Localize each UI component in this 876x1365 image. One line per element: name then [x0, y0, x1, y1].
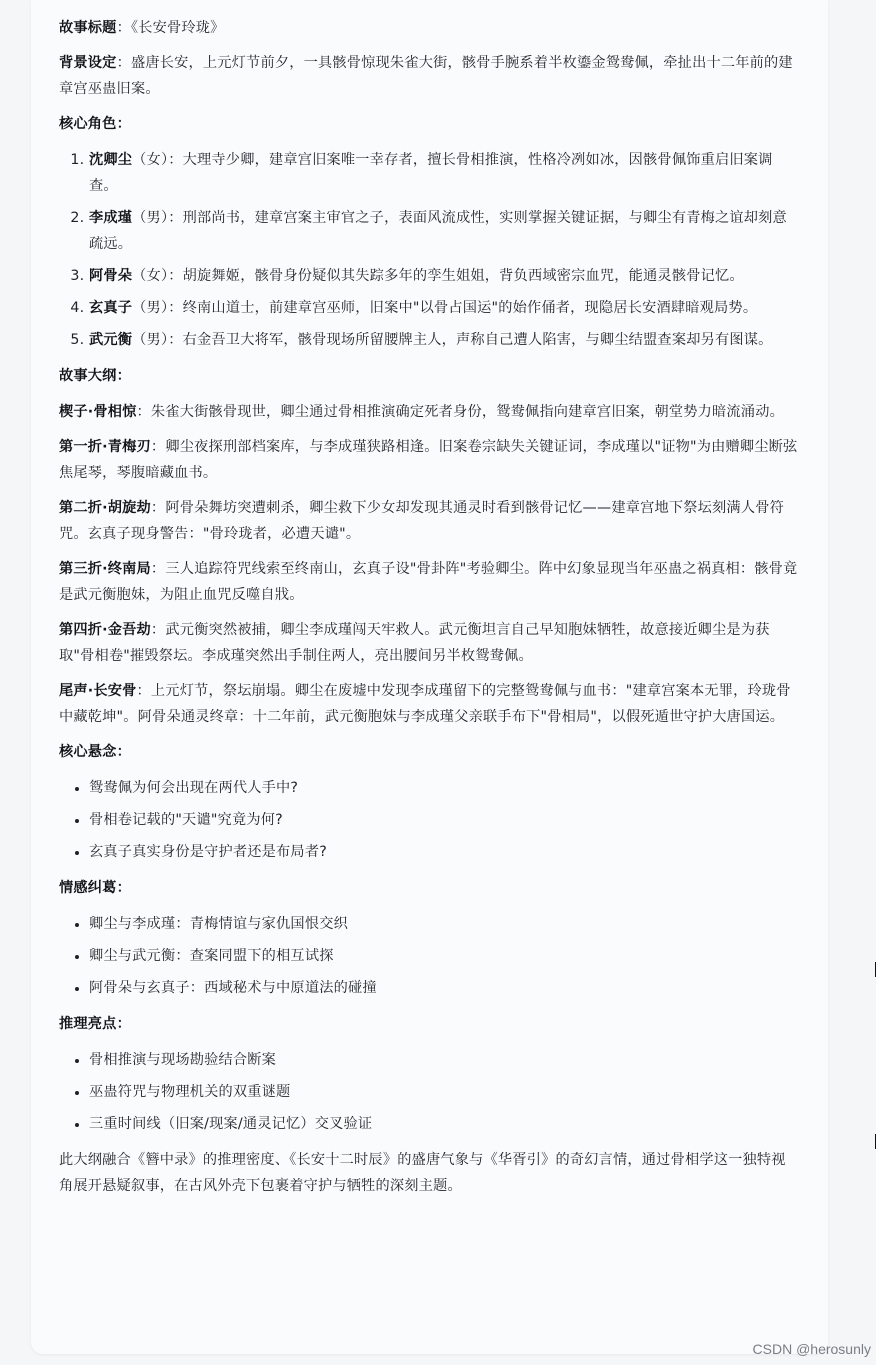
outline-label: 第三折·终南局	[59, 561, 151, 577]
list-item: • 卿尘与武元衡：查案同盟下的相互试探	[89, 943, 799, 969]
list-item: • 骨相卷记载的"天谴"究竟为何?	[89, 807, 799, 833]
background-label: 背景设定	[59, 55, 117, 71]
list-item: 2. 李成瑾（男）：刑部尚书，建章宫案主审官之子，表面风流成性，实则掌握关键证据，与卿尘有青梅之谊却刻意疏远。	[89, 205, 799, 257]
list-item: • 卿尘与李成瑾：青梅情谊与家仇国恨交织	[89, 911, 799, 937]
outline-paragraph: 尾声·长安骨：上元灯节，祭坛崩塌。卿尘在废墟中发现李成瑾留下的完整鸳鸯佩与血书："建章宫案本无罪，玲珑骨中藏乾坤"。阿骨朵通灵终章：十二年前，武元衡胞妹与李成瑾父亲联手布下"骨相局"，以假死遁世守护大唐国运。	[59, 683, 791, 725]
watermark-text: CSDN @herosunly	[752, 1341, 871, 1357]
list-item: • 鸳鸯佩为何会出现在两代人手中?	[89, 775, 799, 801]
story-title-text: 《长安骨玲珑》	[130, 20, 225, 36]
outline-heading: 故事大纲：	[59, 368, 131, 384]
highlights-heading: 推理亮点：	[59, 1016, 131, 1032]
background-text: 盛唐长安，上元灯节前夕，一具骸骨惊现朱雀大街，骸骨手腕系着半枚鎏金鸳鸯佩，牵扯出十二年前的建章宫巫蛊旧案。	[59, 55, 793, 97]
list-item: 3. 阿骨朵（女）：胡旋舞姬，骸骨身份疑似其失踪多年的孪生姐姐，背负西域密宗血咒，能通灵骸骨记忆。	[89, 263, 799, 289]
list-item: • 巫蛊符咒与物理机关的双重谜题	[89, 1079, 799, 1105]
list-item: • 阿骨朵与玄真子：西域秘术与中原道法的碰撞	[89, 975, 799, 1001]
emotion-list	[59, 911, 799, 1001]
outline-label: 楔子·骨相惊	[59, 404, 137, 420]
list-item: • 玄真子真实身份是守护者还是布局者?	[89, 839, 799, 865]
list-item: • 骨相推演与现场勘验结合断案	[89, 1047, 799, 1073]
outline-paragraph: 第四折·金吾劫：武元衡突然被捕，卿尘李成瑾闯天牢救人。武元衡坦言自己早知胞妹牺牲，故意接近卿尘是为获取"骨相卷"摧毁祭坛。李成瑾突然出手制住两人，亮出腰间另半枚鸳鸯佩。	[59, 622, 770, 664]
emotion-heading: 情感纠葛：	[59, 880, 131, 896]
suspense-list	[59, 775, 799, 865]
character-name: 李成瑾	[89, 210, 133, 226]
list-item: 5. 武元衡（男）：右金吾卫大将军，骸骨现场所留腰牌主人，声称自己遭人陷害，与卿尘结盟查案却另有图谋。	[89, 327, 799, 353]
answer-card	[31, 0, 828, 1354]
outline-label: 第四折·金吾劫	[59, 622, 151, 638]
outline-label: 第二折·胡旋劫	[59, 500, 151, 516]
outline-label: 尾声·长安骨	[59, 683, 137, 699]
list-item: 4. 玄真子（男）：终南山道士，前建章宫巫师，旧案中"以骨占国运"的始作俑者，现隐居长安酒肆暗观局势。	[89, 295, 799, 321]
character-name: 阿骨朵	[89, 268, 133, 284]
outline-paragraph: 楔子·骨相惊：朱雀大街骸骨现世，卿尘通过骨相推演确定死者身份，鸳鸯佩指向建章宫旧案，朝堂势力暗流涌动。	[59, 404, 784, 420]
summary-paragraph: 此大纲融合《簪中录》的推理密度、《长安十二时辰》的盛唐气象与《华胥引》的奇幻言情，通过骨相学这一独特视角展开悬疑叙事，在古风外壳下包裹着守护与牺牲的深刻主题。	[59, 1152, 786, 1194]
character-name: 武元衡	[89, 332, 133, 348]
characters-list	[59, 147, 799, 353]
answer-content	[59, 15, 799, 1208]
story-title-paragraph: 故事标题：《长安骨玲珑》	[59, 20, 225, 36]
story-title-label: 故事标题	[59, 20, 117, 36]
outline-paragraph: 第一折·青梅刃：卿尘夜探刑部档案库，与李成瑾狭路相逢。旧案卷宗缺失关键证词，李成瑾以"证物"为由赠卿尘断弦焦尾琴，琴腹暗藏血书。	[59, 439, 798, 481]
background-paragraph: 背景设定：盛唐长安，上元灯节前夕，一具骸骨惊现朱雀大街，骸骨手腕系着半枚鎏金鸳鸯佩，牵扯出十二年前的建章宫巫蛊旧案。	[59, 55, 793, 97]
character-name: 玄真子	[89, 300, 133, 316]
outline-paragraph: 第二折·胡旋劫：阿骨朵舞坊突遭刺杀，卿尘救下少女却发现其通灵时看到骸骨记忆——建章宫地下祭坛刻满人骨符咒。玄真子现身警告："骨玲珑者，必遭天谴"。	[59, 500, 784, 542]
list-item: • 三重时间线（旧案/现案/通灵记忆）交叉验证	[89, 1111, 799, 1137]
list-item: 1. 沈卿尘（女）：大理寺少卿，建章宫旧案唯一幸存者，擅长骨相推演，性格冷冽如冰，因骸骨佩饰重启旧案调查。	[89, 147, 799, 199]
characters-heading: 核心角色：	[59, 116, 131, 132]
suspense-heading: 核心悬念：	[59, 744, 131, 760]
outline-paragraph: 第三折·终南局：三人追踪符咒线索至终南山，玄真子设"骨卦阵"考验卿尘。阵中幻象显现当年巫蛊之祸真相：骸骨竟是武元衡胞妹，为阻止血咒反噬自戕。	[59, 561, 798, 603]
outline-label: 第一折·青梅刃	[59, 439, 151, 455]
highlights-list	[59, 1047, 799, 1137]
character-name: 沈卿尘	[89, 152, 133, 168]
